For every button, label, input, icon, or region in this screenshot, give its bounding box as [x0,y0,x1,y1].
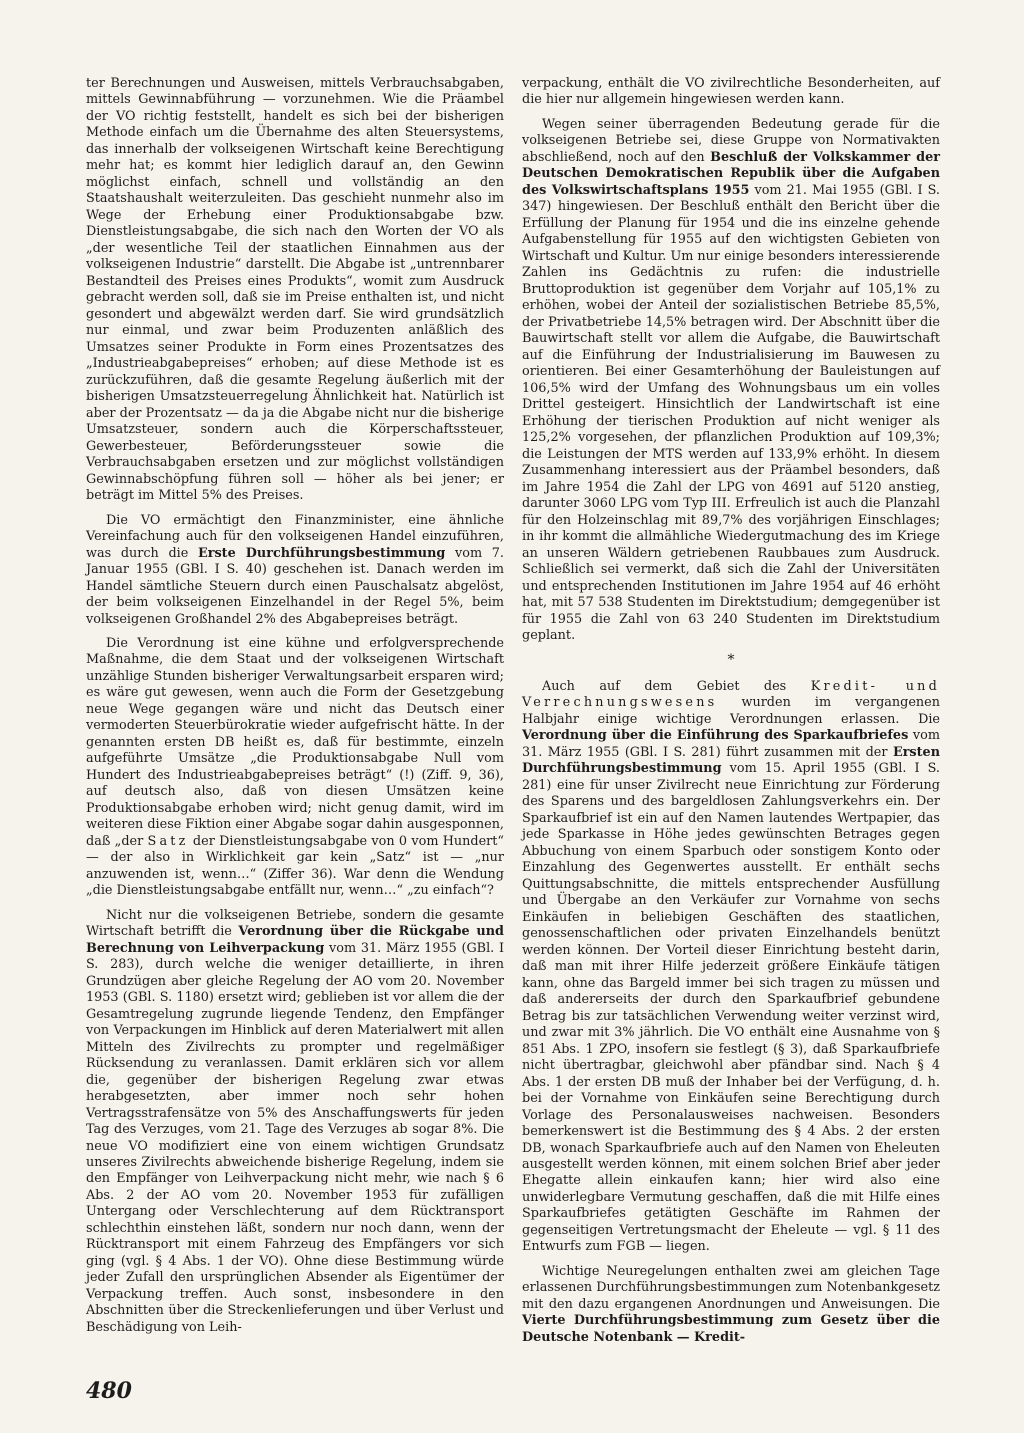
paragraph: Nicht nur die volkseigenen Betriebe, sondern die gesamte Wirtschaft betrifft die Verordnung über die Rückgabe und Berechnung von Leihverpackung vom 31. März 1955 (GBl. I S. 283), durch welche die weniger detaillierte, in ihren Grundzügen aber gleiche Regelung der AO vom 20. November 1953 (GBl. S. 1180) ersetzt wird; geblieben ist vor allem die der Gesamtregelung zugrunde liegende Tendenz, den Empfänger von Verpackungen im Hinblick auf deren Materialwert mit allen Mitteln des Zivilrechts zu prompter und regelmäßiger Rücksendung zu veranlassen. Damit erklären sich vor allem die, gegenüber der bisherigen Regelung zwar etwas herabgesetzten, aber immer noch sehr hohen Vertragsstrafensätze von 5% des Anschaffungswerts für jeden Tag des Verzuges, vom 21. Tage des Verzuges ab sogar 8%. Die neue VO modifiziert eine von einem wichtigen Grundsatz unseres Zivilrechts abweichende bisherige Regelung, indem sie den Empfänger von Leihverpackung nicht mehr, wie nach § 6 Abs. 2 der AO vom 20. November 1953 für zufälligen Untergang oder Verschlechterung auf dem Rücktransport schlechthin einstehen läßt, sondern nur noch dann, wenn der Rücktransport mit einem Fahrzeug des Empfängers vor sich ging (vgl. § 4 Abs. 1 der VO). Ohne diese Bestimmung würde jeder Zufall den ursprünglichen Absender als Eigentümer der Verpackung treffen. Auch sonst, insbesondere in den Abschnitten über die Streckenlieferungen und über Verlust und Beschädigung von Leih- [86,907,504,1335]
paragraph: Die VO ermächtigt den Finanzminister, eine ähnliche Vereinfachung auch für den volkseigenen Handel einzuführen, was durch die Erste Durchführungsbestimmung vom 7. Januar 1955 (GBl. I S. 40) geschehen ist. Danach werden im Handel sämtliche Steuern durch einen Pauschalsatz abgelöst, der beim volkseigenen Einzelhandel in der Regel 5%, beim volkseigenen Großhandel 2% des Abgabepreises beträgt. [86,512,504,627]
page-number: 480 [86,1378,132,1404]
spaced-term: Kredit- und Verrechnungswesens [522,678,940,711]
left-column [86,76,504,1344]
bold-term: Verordnung über die Einführung des Sparkaufbriefes [522,728,909,744]
paragraph: ter Berechnungen und Ausweisen, mittels Verbrauchsabgaben, mittels Gewinnabführung — vorzunehmen. Wie die Präambel der VO richtig feststellt, handelt es sich bei der bisherigen Methode einfach um die Übernahme des alten Steuersystems, das innerhalb der volkseigenen Wirtschaft keine Berechtigung mehr hat; es kommt hier lediglich darauf an, den Gewinn möglichst einfach, schnell und vollständig an den Staatshaushalt weiterzuleiten. Das geschieht nunmehr also im Wege der Erhebung einer Produktionsabgabe bzw. Dienstleistungsabgabe, die sich nach den Worten der VO als „der wesentliche Teil der staatlichen Einnahmen aus der volkseigenen Industrie“ darstellt. Die Abgabe ist „untrennbarer Bestandteil des Preises eines Produkts“, womit zum Ausdruck gebracht werden soll, daß sie im Preise enthalten ist, und nicht gesondert und abgewälzt werden darf. Sie wird grundsätzlich nur einmal, und zwar beim Produzenten anläßlich des Umsatzes seiner Produkte in Form eines Prozentsatzes des „Industrieabgabepreises“ erhoben; auf diese Methode ist es zurückzuführen, daß die gesamte Regelung äußerlich mit der bisherigen Umsatzsteuerregelung Ähnlichkeit hat. Natürlich ist aber der Prozentsatz — da ja die Abgabe nicht nur die bisherige Umsatzsteuer, sondern auch die Körperschaftssteuer, Gewerbesteuer, Beförderungssteuer sowie die Verbrauchsabgaben ersetzen und zur möglichst vollständigen Gewinnabschöpfung führen soll — höher als bei jener; er beträgt im Mittel 5% des Preises. [86,76,504,504]
paragraph: verpackung, enthält die VO zivilrechtliche Besonderheiten, auf die hier nur allgemein hingewiesen werden kann. [522,76,940,108]
paragraph: Die Verordnung ist eine kühne und erfolgversprechende Maßnahme, die dem Staat und der volkseigenen Wirtschaft unzählige Stunden bisheriger Verwaltungsarbeit ersparen wird; es wäre gut gewesen, wenn auch die Form der Gesetzgebung neue Wege gegangen wäre und nicht das Deutsch einer vermoderten Steuerbürokratie wieder aufgefrischt hätte. In der genannten ersten DB heißt es, daß für bestimmte, einzeln aufgeführte Umsätze „die Produktionsabgabe Null vom Hundert des Industrieabgabepreises beträgt“ (!) (Ziff. 9, 36), auf deutsch also, daß von diesen Umsätzen keine Produktionsabgabe erhoben wird; nicht genug damit, wird im weiteren diese Fiktion einer Abgabe sogar dahin ausgesponnen, daß „der Satz der Dienstleistungsabgabe von 0 vom Hundert“ — der also in Wirklichkeit gar kein „Satz“ ist — „nur anzuwenden ist, wenn…“ (Ziffer 36). War denn die Wendung „die Dienstleistungsabgabe entfällt nur, wenn…“ „zu einfach“? [86,635,504,899]
bold-term: Verordnung über die Rückgabe und Berechnung von Leihverpackung [86,924,504,956]
spaced-term: Satz [147,833,189,849]
right-column [522,76,940,1354]
bold-term: Beschluß der Volkskammer der Deutschen Demokratischen Republik über die Aufgaben des Volkswirtschaftsplans 1955 [522,149,940,198]
paragraph: Wegen seiner überragenden Bedeutung gerade für die volkseigenen Betriebe sei, diese Gruppe von Normativakten abschließend, noch auf den Beschluß der Volkskammer der Deutschen Demokratischen Republik über die Aufgaben des Volkswirtschaftsplans 1955 vom 21. Mai 1955 (GBl. I S. 347) hingewiesen. Der Beschluß enthält den Bericht über die Erfüllung der Planung für 1954 und die ins einzelne gehende Aufgabenstellung für 1955 auf den wichtigsten Gebieten von Wirtschaft und Kultur. Um nur einige besonders interessierende Zahlen ins Gedächtnis zu rufen: die industrielle Bruttoproduktion ist gegenüber dem Vorjahr auf 105,1% zu erhöhen, wobei der Anteil der sozialistischen Betriebe 85,5%, der Privatbetriebe 14,5% betragen wird. Der Abschnitt über die Bauwirtschaft stellt vor allem die Aufgabe, die Bauwirtschaft auf die Einführung der Industrialisierung im Bauwesen zu orientieren. Bei einer Gesamterhöhung der Bauleistungen auf 106,5% wird der Umfang des Wohnungsbaus um ein volles Drittel gesteigert. Hinsichtlich der Landwirtschaft ist eine Erhöhung der tierischen Produktion auf nicht weniger als 125,2% vorgesehen, der pflanzlichen Produktion auf 109,3%; die Leistungen der MTS werden auf 133,9% erhöht. In diesem Zusammenhang interessiert aus der Präambel besonders, daß im Jahre 1954 die Zahl der LPG von 4691 auf 5120 anstieg, darunter 3060 LPG vom Typ III. Erfreulich ist auch die Planzahl für den Holzeinschlag mit 89,7% des vorjährigen Einschlages; in ihr kommt die allmähliche Wiedergutmachung des im Kriege an unseren Wäldern getriebenen Raubbaues zum Ausdruck. Schließlich sei vermerkt, daß sich die Zahl der Universitäten und entsprechenden Institutionen im Jahre 1954 auf 46 erhöht hat, mit 57 538 Studenten im Direktstudium; demgegenüber ist für 1955 die Zahl von 63 240 Studenten im Direktstudium geplant. [522,116,940,643]
bold-term: Vierte Durchführungsbestimmung zum Gesetz über die Deutsche Notenbank — Kredit- [522,1313,940,1345]
paragraph: Wichtige Neuregelungen enthalten zwei am gleichen Tage erlassenen Durchführungsbestimmungen zum Notenbankgesetz mit den dazu ergangenen Anordnungen und Anweisungen. Die Vierte Durchführungsbestimmung zum Gesetz über die Deutsche Notenbank — Kredit- [522,1263,940,1345]
section-separator: * [727,652,735,669]
paragraph: Auch auf dem Gebiet des Kredit- und Verrechnungswesens wurden im vergangenen Halbjahr einige wichtige Verordnungen erlassen. Die Verordnung über die Einführung des Sparkaufbriefes vom 31. März 1955 (GBl. I S. 281) führt zusammen mit der Ersten Durchführungsbestimmung vom 15. April 1955 (GBl. I S. 281) eine für unser Zivilrecht neue Einrichtung zur Förderung des Sparens und des bargeldlosen Zahlungsverkehrs ein. Der Sparkaufbrief ist ein auf den Namen lautendes Wertpapier, das jede Sparkasse in Höhe jedes gewünschten Betrages gegen Abbuchung von einem Sparbuch oder sonstigem Konto oder Einzahlung des Gegenwertes ausstellt. Er enthält sechs Quittungsabschnitte, die mittels entsprechender Ausfüllung und Übergabe an den Verkäufer zur Vornahme von sechs Einkäufen in beliebigen Geschäften des staatlichen, genossenschaftlichen oder privaten Einzelhandels benützt werden können. Der Vorteil dieser Einrichtung besteht darin, daß man mit ihrer Hilfe jederzeit größere Einkäufe tätigen kann, ohne das Bargeld immer bei sich tragen zu müssen und daß andererseits der durch den Sparkaufbrief gebundene Betrag bis zur tatsächlichen Verwendung weiter verzinst wird, und zwar mit 3% jährlich. Die VO enthält eine Ausnahme von § 851 Abs. 1 ZPO, insofern sie festlegt (§ 3), daß Sparkaufbriefe nicht übertragbar, gleichwohl aber pfändbar sind. Nach § 4 Abs. 1 der ersten DB muß der Inhaber bei der Verfügung, d. h. bei der Vornahme von Einkäufen seine Berechtigung durch Vorlage des Personalausweises nachweisen. Besonders bemerkenswert ist die Bestimmung des § 4 Abs. 2 der ersten DB, wonach Sparkaufbriefe auch auf den Namen von Eheleuten ausgestellt werden können, mit einem solchen Brief aber jeder Ehegatte allein einkaufen kann; hier wird also eine unwiderlegbare Vermutung geschaffen, daß die mit Hilfe eines Sparkaufbriefes getätigten Geschäfte im Rahmen der gegenseitigen Vertretungsmacht der Eheleute — vgl. § 11 des Entwurfs zum FGB — liegen. [522,678,941,1255]
bold-term: Erste Durchführungsbestimmung [197,545,446,561]
bold-term: Ersten Durchführungsbestimmung [522,744,940,777]
